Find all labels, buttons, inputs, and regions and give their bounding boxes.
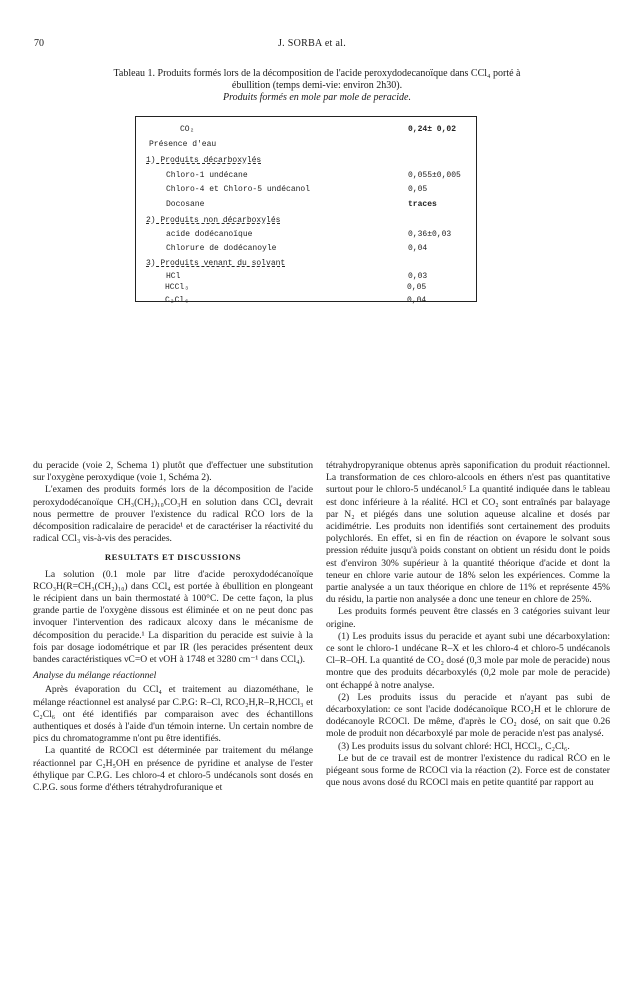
- row-value: 0,04: [408, 244, 428, 253]
- page-number: 70: [34, 38, 44, 49]
- paragraph: (2) Les produits issus du peracide et n'ayant pas subi de décarboxylation: ce sont l'acide dodécanoïque RCO₂H et le chlorure de dodécanoyle RCOCl. De même, d'après le CO₂ dosé, on sait que 0.26 mole de produit non décarboxylé par mole de peracide n'est pas analysé.: [326, 691, 610, 740]
- row-value: 0,24± 0,02: [408, 125, 457, 134]
- caption-line-1: Tableau 1. Produits formés lors de la décomposition de l'acide peroxydodecanoïque dans CCl₄ porté à: [113, 68, 521, 79]
- section-heading: RESULTATS ET DISCUSSIONS: [104, 552, 242, 563]
- running-head: J. SORBA et al.: [277, 38, 347, 49]
- paragraph: (3) Les produits issus du solvant chloré: HCl, HCCl₃, C₂Cl₆.: [338, 740, 570, 752]
- paragraph: L'examen des produits formés lors de la décomposition de l'acide peroxydodécanoïque CH₃(CH₂)₁₀CO₃H en solution dans CCl₄ devrait nous permettre de prouver l'existence du radical RĊO lors de la décomposition radicalaire de peracide¹ et de caractériser la réactivité du radical CCl₃ vis-à-vis des peracides.: [33, 484, 313, 545]
- section-label: 2) Produits non décarboxylés: [146, 216, 281, 225]
- row-value: 0,04: [407, 296, 427, 305]
- subsection-heading: Analyse du mélange réactionnel: [33, 670, 157, 682]
- paragraph: La solution (0.1 mole par litre d'acide peroxydodécanoïque RCO₃H(R=CH₃(CH₂)₁₀) dans CCl₄ est portée à ébullition en plongeant le récipient dans un bain thermostaté à 100°C. De cette façon, la plus grande partie de l'oxygène dissous est éliminée et on ne peut donc pas invoquer l'intervention des radicaux alcoxy dans le mécanisme de décomposition du peracide.¹ La disparition du peracide est suivie à la fois par dosage iodométrique et par IR (les peracides présentent deux bandes caractéristiques νC=O et νOH à 1748 et 3280 cm⁻¹ dans CCl₄).: [33, 568, 313, 666]
- table-row: [135, 296, 477, 308]
- paragraph: Le but de ce travail est de montrer l'existence du radical RĊO en le piégeant sous forme de RCOCl via la réaction (2). Force est de constater que nous avons dosé du RCOCl mais en petite quantité par rapport au: [326, 752, 610, 789]
- row-value: traces: [408, 200, 437, 209]
- paragraph: du peracide (voie 2, Schema 1) plutôt que d'effectuer une substitution sur l'oxygène peroxydique (voie 1, Schéma 2).: [33, 460, 313, 484]
- section-label: 1) Produits décarboxylés: [146, 156, 262, 165]
- row-label: HCl: [166, 272, 181, 281]
- paragraph: Après évaporation du CCl₄ et traitement au diazométhane, le mélange réactionnel est analysé par C.P.G: R–Cl, RCO₂H,R–R,HCCl₃ et C₂Cl₆ ont été identifiés par comparaison avec des échantillons authentiques et dosés à l'aide d'un témoin interne. Un certain nombre de pics du chromatogramme n'ont pu être identifiés.: [33, 684, 313, 745]
- row-label: acide dodécanoïque: [166, 230, 253, 239]
- row-value: 0,05: [407, 283, 427, 292]
- table-caption: [72, 68, 562, 105]
- row-value: 0,055±0,005: [408, 171, 461, 180]
- section-label: 3) Produits venant du solvant: [146, 259, 286, 268]
- row-value: 0,05: [408, 185, 428, 194]
- paragraph: Les produits formés peuvent être classés en 3 catégories suivant leur origine.: [326, 606, 610, 630]
- table-overflow-rows: [135, 116, 477, 305]
- right-text-column: [326, 460, 610, 789]
- caption-line-2: ébullition (temps demi-vie: environ 2h30).: [231, 80, 403, 92]
- row-label: Docosane: [166, 200, 205, 209]
- caption-line-3: Produits formés en mole par mole de peracide.: [223, 92, 411, 104]
- row-label: Présence d'eau: [149, 140, 217, 149]
- row-value: 0,36±0,03: [408, 230, 452, 239]
- left-text-column: [33, 460, 313, 794]
- paragraph: La quantité de RCOCl est déterminée par traitement du mélange réactionnel par C₂H₅OH en présence de pyridine et analyse de l'ester éthylique par C.P.G. Les chloro-4 et chloro-5 undécanols sont dosés en C.P.G. sous forme d'éthers tétrahydrofuranique et: [33, 745, 313, 794]
- row-label: C₂Cl₆: [165, 296, 190, 305]
- paragraph: (1) Les produits issus du peracide et ayant subi une décarboxylation: ce sont le chloro-1 undécane R–X et les chloro-4 et chloro-5 undécanols Cl–R–OH. La quantité de CO₂ dosé (0,3 mole par mole de peracide) nous montre que des produits décarboxylés (0,2 mole par mole de peracide) ont échappé à notre analyse.: [326, 630, 610, 691]
- row-label: HCCl₃: [165, 283, 190, 292]
- row-label: Chloro-1 undécane: [166, 171, 248, 180]
- row-value: 0,03: [408, 272, 428, 281]
- table-row: [135, 283, 477, 295]
- paragraph: tétrahydropyranique obtenus après saponification du produit réactionnel. La transformation de ces chloro-alcools en éthers n'est pas quantitative surtout pour le chloro-5 undécanol.⁵ La quantité indiquée dans le tableau est donc inférieure à la réalité. HCl et CO₂ sont entraînés par balayage par N₂ et piégés dans une solution aqueuse alcaline et dosés par acidimétrie. Les produits non identifiés sont certainement des produits polychlorés. En effet, si en fin de réaction on évapore le solvant sous pression réduite jusqu'à poids constant on obtient un résidu dont le poids est d'environ 30% supérieur à la quantité théorique d'acide et dont la teneur en chlore varie autour de 18% selon les expériences. Comme la partie analysée a un taux théorique en chlore de 11% et représente 45% du résidu, la partie non analysée a donc une teneur en chlore de 25%.: [326, 460, 610, 606]
- row-label: Chloro-4 et Chloro-5 undécanol: [166, 185, 311, 194]
- row-label: CO₂: [180, 125, 195, 134]
- row-label: Chlorure de dodécanoyle: [166, 244, 277, 253]
